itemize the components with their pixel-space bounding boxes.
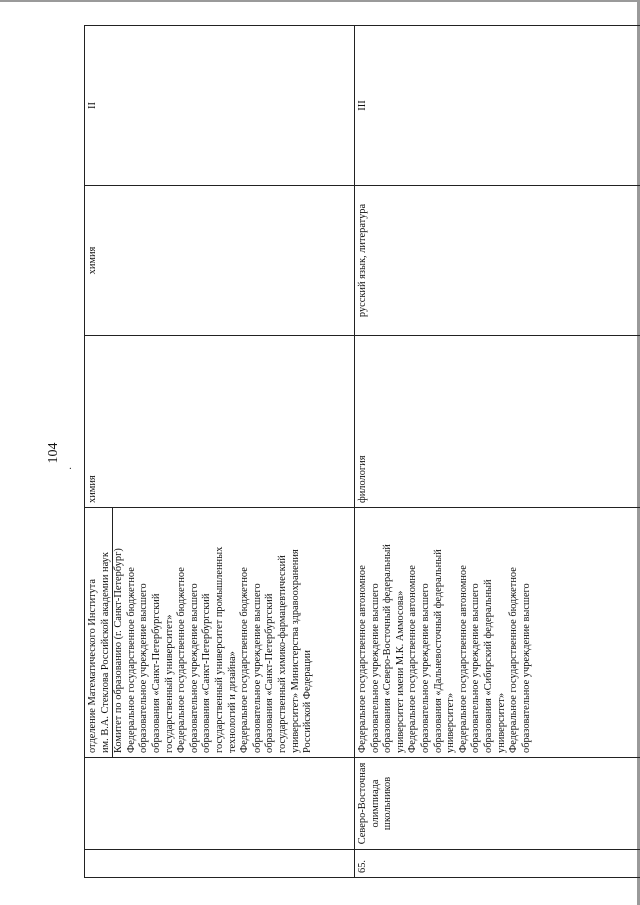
organizer-line: образовательное учреждение высшего [188,583,200,753]
organizer-line: Федеральное государственное автономное [407,565,419,753]
profile-cell: химия [85,336,355,508]
page-number: 104 [46,442,61,464]
organizer-line: Российской Федерации [302,650,314,753]
scan-speck: · [66,466,77,470]
organizer-line: образовательное учреждение высшего [138,583,150,753]
table-row [355,26,640,878]
organizer-line: государственный университет промышленных [213,546,225,753]
organizer-line: образовательное учреждение высшего [369,583,381,753]
organizer-line: Федеральное государственное бюджетное [125,567,137,753]
olympiad-table [84,25,640,878]
organizer-line: образования «Сибирский федеральный [482,579,494,753]
organizer-line: университет имени М.К. Аммосова» [394,590,406,753]
organizer-line: университет» Министерства здравоохранения [289,549,301,753]
organizer-line: отделение Математического Института [87,578,98,753]
organizer-line: государственный химико-фармацевтический [276,555,288,753]
organizer-separator [112,508,126,757]
olympiad-name-cell [85,758,355,850]
organizer-line: образования «Санкт-Петербургский [201,593,213,753]
organizers-cell [85,508,355,758]
row-number-cell [85,850,355,878]
organizer-line: Федеральное государственное бюджетное [508,567,520,753]
organizer-line: технологий и дизайна» [226,651,238,753]
organizer-line: университет» [445,692,457,753]
scan-border-top [0,0,640,2]
organizers-cell [355,508,640,758]
level-cell: III [355,26,640,186]
organizer-line: им. В.А. Стеклова Российской академии наук [99,552,111,753]
organizer-line: Федеральное государственное бюджетное [239,567,251,753]
organizer-line: Федеральное государственное бюджетное [176,567,188,753]
row-number-cell: 65. [355,850,640,878]
organizer-line: Комитет по образованию (г. Санкт-Петербург) [113,548,125,753]
table-row [85,26,355,878]
organizer-line: образования «Санкт-Петербургский [264,593,276,753]
organizer-line: образования «Санкт-Петербургский [150,593,162,753]
organizer-line: образовательное учреждение высшего [251,583,263,753]
organizer-line: Федеральное государственное автономное [457,565,469,753]
subjects-cell: русский язык, литература [355,186,640,336]
olympiad-name-cell: Северо-Восточная олимпиада школьников [355,758,640,850]
organizer-line: образовательное учреждение высшего [419,583,431,753]
rotated-page [26,26,626,878]
organizer-line: образовательное учреждение высшего [520,583,532,753]
organizer-line: университет» [495,692,507,753]
subjects-cell: химия [85,186,355,336]
organizer-line: образования «Дальневосточный федеральный [432,549,444,753]
level-cell: II [85,26,355,186]
profile-cell: филология [355,336,640,508]
organizer-line: государственный университет» [163,614,175,753]
organizer-line: образовательное учреждение высшего [470,583,482,753]
organizer-line: Федеральное государственное автономное [357,565,368,753]
organizer-line: образования «Северо-Восточный федеральный [382,544,394,753]
